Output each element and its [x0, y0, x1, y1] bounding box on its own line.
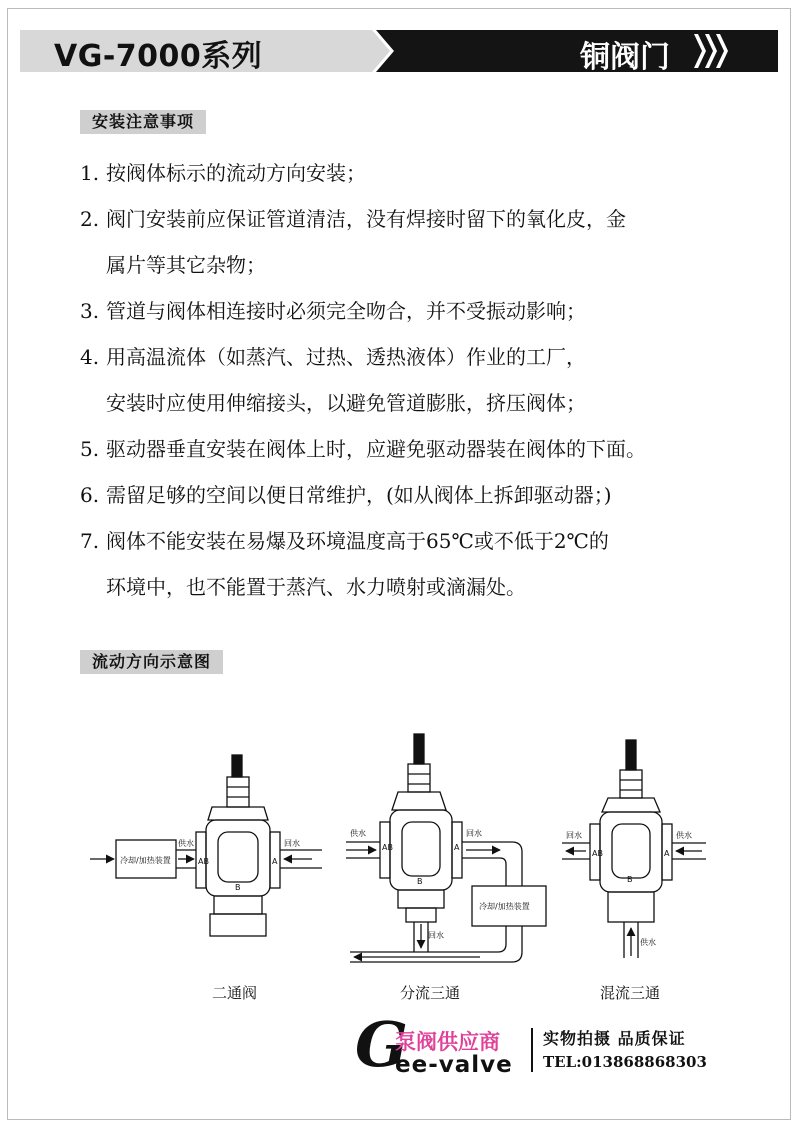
telephone: TEL:013868868303 [543, 1053, 707, 1071]
port-b-label: B [235, 883, 241, 892]
port-a-label: A [272, 857, 278, 866]
series-title: VG-7000系列 [54, 39, 263, 74]
category-title: 铜阀门 [580, 40, 670, 75]
port-ab-label: AB [382, 843, 393, 852]
item-text: 按阀体标示的流动方向安装； [106, 161, 366, 185]
diverting-caption: 分流三通 [400, 984, 461, 1002]
item-number: 2. [80, 207, 100, 231]
item-text-continued: 安装时应使用伸缩接头，以避免管道膨胀，挤压阀体； [106, 391, 586, 415]
item-text: 用高温流体（如蒸汽、过热、透热液体）作业的工厂， [106, 345, 586, 369]
return-label: 回水 [466, 829, 482, 838]
logo-divider [531, 1028, 533, 1072]
two-way-caption: 二通阀 [212, 984, 258, 1002]
device-label: 冷却/加热装置 [120, 856, 171, 865]
item-text-continued: 环境中，也不能置于蒸汽、水力喷射或滴漏处。 [106, 575, 526, 599]
item-number: 6. [80, 483, 100, 507]
item-number: 1. [80, 161, 100, 185]
supply-label: 供水 [178, 839, 194, 848]
item-text: 驱动器垂直安装在阀体上时，应避免驱动器装在阀体的下面。 [106, 437, 646, 461]
install-heading: 安装注意事项 [80, 110, 206, 134]
supply-label: 供水 [350, 829, 366, 838]
port-ab-label: AB [592, 849, 603, 858]
item-number: 7. [80, 529, 100, 553]
port-ab-label: AB [198, 857, 209, 866]
logo-chinese: 泵阀供应商 [395, 1030, 500, 1054]
diverting-valve-diagram [346, 734, 546, 962]
port-a-label: A [454, 843, 460, 852]
logo-english: ee-valve [395, 1052, 513, 1078]
item-text: 管道与阀体相连接时必须完全吻合，并不受振动影响； [106, 299, 586, 323]
device-label: 冷却/加热装置 [479, 902, 530, 911]
item-number: 5. [80, 437, 100, 461]
flow-heading: 流动方向示意图 [80, 650, 223, 674]
return-label: 回水 [284, 839, 300, 848]
item-text: 阀门安装前应保证管道清洁，没有焊接时留下的氧化皮，金 [106, 207, 626, 231]
port-a-label: A [664, 849, 670, 858]
slogan: 实物拍摄 品质保证 [543, 1029, 686, 1048]
supply-label: 供水 [676, 831, 692, 840]
port-b-label: B [417, 877, 423, 886]
port-b-label: B [627, 875, 633, 884]
item-text-continued: 属片等其它杂物； [106, 253, 266, 277]
item-number: 3. [80, 299, 100, 323]
item-text: 阀体不能安装在易爆及环境温度高于65℃或不低于2℃的 [106, 529, 609, 553]
item-number: 4. [80, 345, 100, 369]
supply-label: 供水 [640, 938, 656, 947]
return-label: 回水 [428, 931, 444, 940]
logo-letter: G [355, 1008, 408, 1081]
item-text: 需留足够的空间以便日常维护，(如从阀体上拆卸驱动器；) [106, 483, 612, 507]
return-label: 回水 [566, 831, 582, 840]
mixing-valve-diagram [562, 740, 706, 958]
mixing-caption: 混流三通 [600, 984, 661, 1002]
